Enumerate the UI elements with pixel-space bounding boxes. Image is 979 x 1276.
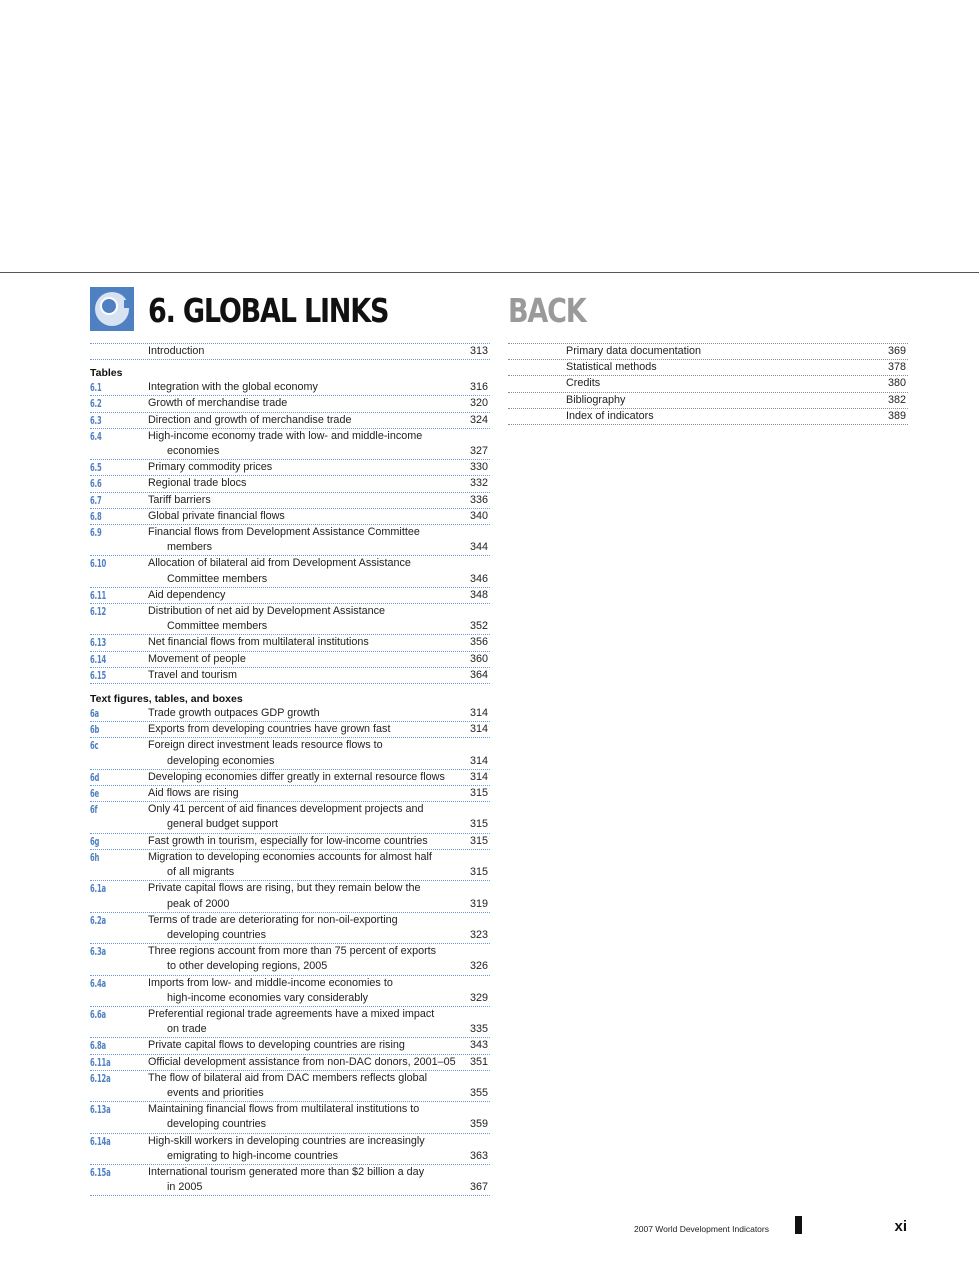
entry-page: 364	[469, 668, 488, 681]
entry-label: Only 41 percent of aid finances development projects and	[148, 803, 424, 816]
toc-entry[interactable]	[508, 343, 908, 360]
entry-number: 6.2a	[90, 913, 106, 927]
entry-label: Statistical methods	[566, 361, 657, 374]
entry-label: The flow of bilateral aid from DAC members reflects global	[148, 1071, 428, 1084]
toc-entry[interactable]	[90, 413, 490, 429]
entry-page: 314	[469, 770, 488, 783]
entry-number: 6.6	[90, 477, 102, 491]
entry-page: 380	[887, 377, 906, 390]
entry-label: Preferential regional trade agreements have a mixed impact	[148, 1007, 435, 1020]
entry-label: Travel and tourism	[148, 668, 238, 681]
back-contents	[508, 287, 908, 425]
entry-page: 382	[887, 393, 906, 406]
entry-label: Global private financial flows	[148, 509, 285, 522]
entry-page: 359	[469, 1118, 488, 1131]
chapter-header	[90, 287, 490, 343]
entry-label: Introduction	[148, 345, 205, 357]
entry-label: Migration to developing economies accounts for almost half	[148, 850, 432, 863]
entry-page: 369	[887, 345, 906, 357]
entry-label: of all migrants	[167, 866, 235, 879]
intro-entry[interactable]	[90, 343, 490, 360]
entry-label: developing countries	[167, 928, 267, 941]
entry-label: Committee members	[167, 572, 268, 585]
entry-page: 326	[469, 960, 488, 973]
entry-label: Terms of trade are deteriorating for non-oil-exporting	[148, 913, 398, 926]
entry-label: Maintaining financial flows from multilateral institutions to	[148, 1103, 420, 1116]
entry-label: Movement of people	[148, 652, 246, 665]
entry-page: 367	[469, 1181, 488, 1194]
entry-page: 314	[469, 707, 488, 720]
entry-page: 363	[469, 1149, 488, 1162]
entry-label: Integration with the global economy	[148, 381, 318, 394]
toc-entry[interactable]	[90, 944, 490, 975]
header-rule	[0, 272, 979, 273]
entry-page: 335	[469, 1023, 488, 1036]
toc-entry[interactable]	[90, 1071, 490, 1102]
entry-page: 315	[469, 818, 488, 831]
entry-number: 6.14	[90, 652, 107, 666]
entry-page: 329	[469, 991, 488, 1004]
entry-number: 6g	[90, 834, 100, 848]
entry-number: 6.4a	[90, 976, 106, 990]
entry-page: 332	[469, 477, 488, 490]
global-links-icon	[90, 287, 134, 331]
toc-entry[interactable]	[90, 850, 490, 881]
entry-page: 327	[469, 445, 488, 458]
entry-label: Exports from developing countries have grown fast	[148, 723, 391, 736]
entry-label: Index of indicators	[566, 409, 654, 422]
tables-heading: Tables	[90, 367, 123, 380]
toc-entry[interactable]	[90, 881, 490, 912]
entry-label: Financial flows from Development Assistance Committee	[148, 526, 420, 539]
entry-label: emigrating to high-income countries	[167, 1149, 339, 1162]
entry-number: 6.5	[90, 461, 102, 475]
entry-label: on trade	[167, 1023, 207, 1036]
toc-entry[interactable]	[90, 738, 490, 769]
entry-page: 315	[469, 787, 488, 800]
entry-page: 356	[469, 636, 488, 649]
toc-entry[interactable]	[90, 476, 490, 492]
entry-number: 6.7	[90, 493, 102, 507]
toc-entry[interactable]	[90, 802, 490, 833]
entry-number: 6b	[90, 723, 100, 737]
entry-label: events and priorities	[167, 1086, 264, 1099]
entry-number: 6.4	[90, 429, 102, 443]
entry-page: 319	[469, 897, 488, 910]
entry-label: members	[167, 541, 212, 554]
entry-label: Primary commodity prices	[148, 461, 273, 474]
toc-entry[interactable]	[90, 1038, 490, 1054]
entry-page: 389	[887, 409, 906, 422]
toc-entry[interactable]	[508, 376, 908, 392]
entry-number: 6a	[90, 707, 99, 721]
entry-page: 316	[469, 381, 488, 394]
toc-entry[interactable]	[90, 460, 490, 476]
entry-number: 6.10	[90, 557, 107, 571]
entry-page: 324	[469, 413, 488, 426]
entry-label: Regional trade blocs	[148, 477, 247, 490]
entry-label: Bibliography	[566, 393, 626, 406]
entry-number: 6.8a	[90, 1039, 106, 1053]
entry-page: 313	[469, 345, 488, 357]
entry-number: 6.9	[90, 526, 102, 540]
entry-label: to other developing regions, 2005	[167, 960, 328, 973]
entry-label: Imports from low- and middle-income economies to	[148, 976, 393, 989]
toc-entry[interactable]	[90, 786, 490, 802]
toc-entry[interactable]	[90, 1165, 490, 1196]
entry-number: 6.14a	[90, 1134, 111, 1148]
entry-label: Tariff barriers	[148, 493, 211, 506]
toc-entry[interactable]	[90, 1102, 490, 1133]
back-title: BACK	[508, 291, 586, 330]
entry-number: 6.3a	[90, 945, 106, 959]
entry-number: 6.12a	[90, 1071, 111, 1085]
entry-label: High-skill workers in developing countries are increasingly	[148, 1134, 425, 1147]
toc-entry[interactable]	[90, 509, 490, 525]
toc-entry[interactable]	[90, 834, 490, 850]
toc-entry[interactable]	[90, 429, 490, 460]
toc-entry[interactable]	[90, 706, 490, 722]
entry-number: 6.2	[90, 397, 102, 411]
entry-label: Foreign direct investment leads resource flows to	[148, 739, 383, 752]
entry-label: Private capital flows are rising, but they remain below the	[148, 882, 421, 895]
entry-label: economies	[167, 445, 220, 458]
entry-label: Distribution of net aid by Development Assistance	[148, 605, 386, 618]
entry-label: Net financial flows from multilateral institutions	[148, 636, 369, 649]
toc-entry[interactable]	[90, 1055, 490, 1071]
entry-number: 6.11a	[90, 1055, 111, 1069]
entry-label: Primary data documentation	[566, 345, 702, 357]
toc-entry[interactable]	[90, 722, 490, 738]
toc-entry[interactable]	[90, 652, 490, 668]
back-list	[508, 343, 908, 425]
entry-number: 6.12	[90, 605, 107, 619]
entry-page: 314	[469, 723, 488, 736]
entry-label: Trade growth outpaces GDP growth	[148, 707, 320, 720]
entry-label: developing countries	[167, 1118, 267, 1131]
entry-number: 6.13	[90, 636, 107, 650]
toc-entry[interactable]	[90, 588, 490, 604]
entry-page: 323	[469, 928, 488, 941]
toc-entry[interactable]	[90, 976, 490, 1007]
entry-number: 6.15	[90, 668, 107, 682]
entry-page: 355	[469, 1086, 488, 1099]
entry-label: Official development assistance from non-DAC donors, 2001–05	[148, 1055, 456, 1068]
page-number: xi	[894, 1218, 907, 1235]
entry-page: 315	[469, 866, 488, 879]
entry-page: 360	[469, 652, 488, 665]
entry-page: 351	[469, 1055, 488, 1068]
entry-page: 336	[469, 493, 488, 506]
entry-number: 6.11	[90, 588, 107, 602]
entry-label: Aid dependency	[148, 588, 226, 601]
entry-number: 6.1	[90, 381, 102, 395]
toc-entry[interactable]	[90, 913, 490, 944]
entry-page: 343	[469, 1039, 488, 1052]
entry-number: 6d	[90, 770, 100, 784]
entry-label: International tourism generated more than $2 billion a day	[148, 1165, 425, 1178]
toc-entry[interactable]	[508, 360, 908, 376]
figures-list	[90, 706, 490, 1196]
entry-label: general budget support	[167, 818, 279, 831]
entry-number: 6f	[90, 803, 98, 817]
toc-entry[interactable]	[508, 409, 908, 425]
toc-entry[interactable]	[90, 493, 490, 509]
toc-entry[interactable]	[90, 380, 490, 396]
toc-entry[interactable]	[90, 1007, 490, 1038]
entry-number: 6.6a	[90, 1007, 106, 1021]
entry-page: 330	[469, 461, 488, 474]
entry-page: 340	[469, 509, 488, 522]
toc-entry[interactable]	[90, 1134, 490, 1165]
entry-label: Credits	[566, 377, 601, 390]
entry-page: 320	[469, 397, 488, 410]
entry-label: Allocation of bilateral aid from Development Assistance	[148, 557, 411, 570]
entry-label: Fast growth in tourism, especially for low-income countries	[148, 834, 428, 847]
entry-number: 6.15a	[90, 1165, 111, 1179]
tables-list	[90, 380, 490, 684]
entry-page: 314	[469, 754, 488, 767]
entry-number: 6h	[90, 850, 100, 864]
entry-page: 352	[469, 620, 488, 633]
toc-entry[interactable]	[90, 770, 490, 786]
figures-heading: Text figures, tables, and boxes	[90, 693, 243, 706]
entry-label: Committee members	[167, 620, 268, 633]
entry-number: 6.8	[90, 509, 102, 523]
entry-number: 6.13a	[90, 1103, 111, 1117]
entry-page: 348	[469, 588, 488, 601]
entry-label: Three regions account from more than 75 percent of exports	[148, 945, 437, 958]
entry-label: Growth of merchandise trade	[148, 397, 288, 410]
toc-entry[interactable]	[90, 604, 490, 635]
entry-label: Developing economies differ greatly in external resource flows	[148, 770, 445, 783]
toc-entry[interactable]	[90, 396, 490, 412]
footer-bar	[795, 1216, 802, 1234]
toc-entry[interactable]	[90, 668, 490, 684]
entry-page: 378	[887, 361, 906, 374]
entry-number: 6c	[90, 739, 99, 753]
entry-number: 6.3	[90, 413, 102, 427]
entry-number: 6.1a	[90, 882, 106, 896]
entry-page: 315	[469, 834, 488, 847]
entry-label: in 2005	[167, 1181, 203, 1194]
chapter-title: 6. GLOBAL LINKS	[148, 291, 389, 330]
entry-label: High-income economy trade with low- and middle-income	[148, 429, 423, 442]
entry-label: Aid flows are rising	[148, 787, 239, 800]
entry-label: Direction and growth of merchandise trade	[148, 413, 352, 426]
toc-entry[interactable]	[90, 556, 490, 587]
entry-label: Private capital flows to developing countries are rising	[148, 1039, 405, 1052]
entry-label: high-income economies vary considerably	[167, 991, 369, 1004]
publication-title: 2007 World Development Indicators	[634, 1224, 769, 1234]
toc-entry[interactable]	[508, 393, 908, 409]
entry-page: 346	[469, 572, 488, 585]
entry-page: 344	[469, 541, 488, 554]
chapter-contents	[90, 287, 490, 1196]
entry-label: developing economies	[167, 754, 275, 767]
toc-entry[interactable]	[90, 635, 490, 651]
entry-label: peak of 2000	[167, 897, 230, 910]
entry-number: 6e	[90, 787, 99, 801]
toc-entry[interactable]	[90, 525, 490, 556]
